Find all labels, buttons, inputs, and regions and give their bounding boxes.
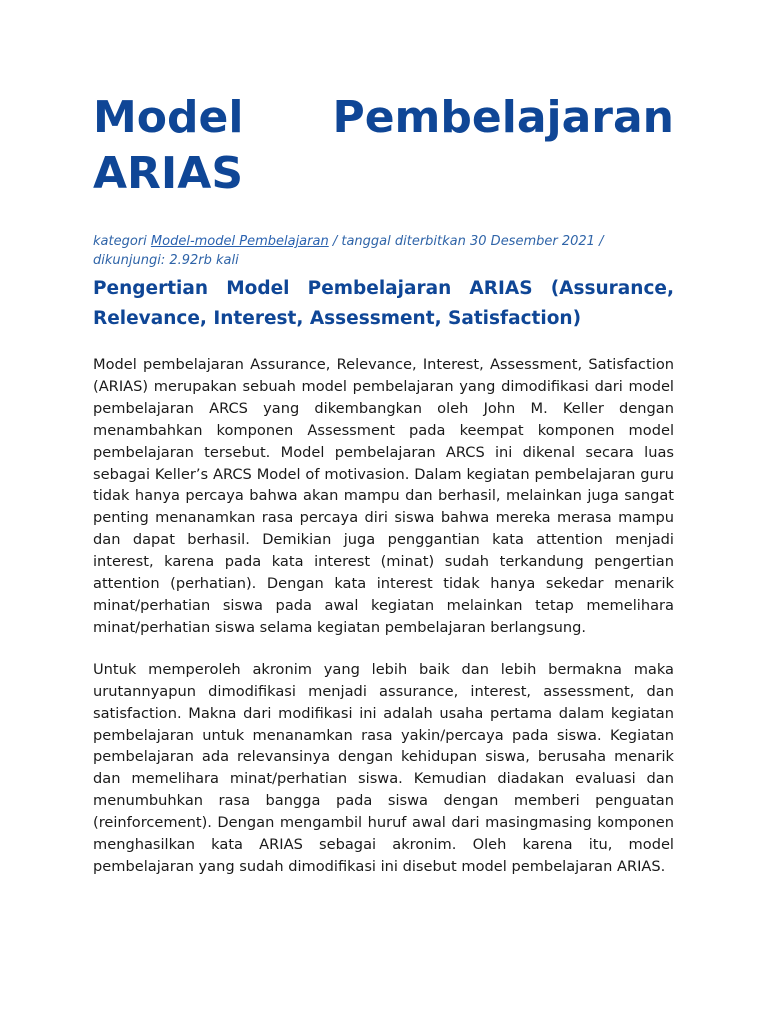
- title-line-1: Model Pembelajaran: [93, 92, 674, 143]
- meta-published-date: / tanggal diterbitkan 30 Desember 2021 /: [332, 234, 604, 249]
- paragraph-1: Model pembelajaran Assurance, Relevance, Interest, Assessment, Satisfaction (ARIAS) merupakan sebuah model pembelajaran yang dimodifikasi dari model pembelajaran ARCS yang dikembangkan oleh John M. Keller dengan menambahkan komponen Assessment pada keempat komponen model pembelajaran tersebut. Model pembelajaran ARCS ini dikenal secara luas sebagai Keller’s ARCS Model of motivasion. Dalam kegiatan pembelajaran guru tidak hanya percaya bahwa akan mampu dan berhasil, melainkan juga sangat penting menanamkan rasa percaya diri siswa bahwa mereka merasa mampu dan dapat berhasil. Demikian juga penggantian kata attention menjadi interest, karena pada kata interest (minat) sudah terkandung pengertian attention (perhatian). Dengan kata interest tidak hanya sekedar menarik minat/perhatian siswa pada awal kegiatan melainkan tetap memelihara minat/perhatian siswa selama kegiatan pembelajaran berlangsung.: [93, 356, 674, 636]
- title-line-2: ARIAS: [93, 148, 244, 199]
- meta-visit-count: dikunjungi: 2.92rb kali: [93, 253, 239, 268]
- section-heading: Pengertian Model Pembelajaran ARIAS (Assurance, Relevance, Interest, Assessment, Satisfaction): [93, 278, 674, 329]
- category-link[interactable]: Model-model Pembelajaran: [150, 234, 329, 249]
- article: [93, 90, 674, 878]
- meta-category-prefix: kategori: [93, 234, 147, 249]
- page-title: [93, 90, 674, 202]
- paragraph-2: Untuk memperoleh akronim yang lebih baik dan lebih bermakna maka urutannyapun dimodifikasi menjadi assurance, interest, assessment, dan satisfaction. Makna dari modifikasi ini adalah usaha pertama dalam kegiatan pembelajaran untuk menanamkan rasa yakin/percaya pada siswa. Kegiatan pembelajaran ada relevansinya dengan kehidupan siswa, berusaha menarik dan memelihara minat/perhatian siswa. Kemudian diadakan evaluasi dan menumbuhkan rasa bangga pada siswa dengan memberi penguatan (reinforcement). Dengan mengambil huruf awal dari masingmasing komponen menghasilkan kata ARIAS sebagai akronim. Oleh karena itu, model pembelajaran yang sudah dimodifikasi ini disebut model pembelajaran ARIAS.: [93, 660, 674, 875]
- article-meta: [93, 232, 674, 270]
